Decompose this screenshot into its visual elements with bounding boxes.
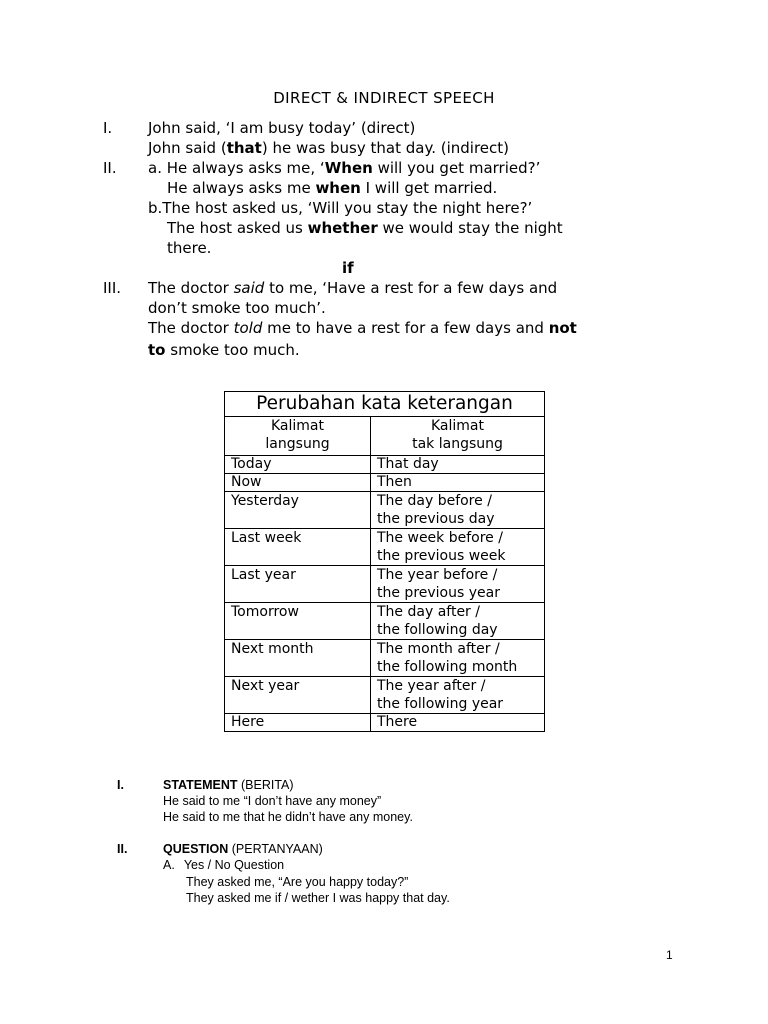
table-cell-direct: Yesterday xyxy=(225,492,371,529)
keyword-to: to xyxy=(148,341,166,359)
example-iii-indirect: The doctor told me to have a rest for a few days and not xyxy=(148,319,577,337)
table-row xyxy=(225,714,545,732)
table-header-direct: Kalimat langsung xyxy=(225,417,371,456)
table-header-indirect: Kalimat tak langsung xyxy=(371,417,545,456)
table-row xyxy=(225,456,545,474)
example-iib-indirect: The host asked us whether we would stay the night xyxy=(167,219,563,237)
table-row xyxy=(225,529,545,566)
table-cell-direct: Tomorrow xyxy=(225,603,371,640)
table-cell-direct: Here xyxy=(225,714,371,732)
table-cell-indirect: The day before / the previous day xyxy=(371,492,545,529)
section2-roman-ii: II. xyxy=(117,842,128,856)
example-iia-indirect: He always asks me when I will get married. xyxy=(167,179,498,197)
keyword-when-2: when xyxy=(315,179,361,197)
roman-numeral-ii: II. xyxy=(103,159,117,177)
example-iii-direct-cont: don’t smoke too much’. xyxy=(148,299,326,317)
table-title: Perubahan kata keterangan xyxy=(225,392,545,417)
roman-numeral-iii: III. xyxy=(103,279,122,297)
table-cell-direct: Next month xyxy=(225,640,371,677)
table-row xyxy=(225,474,545,492)
keyword-not: not xyxy=(548,319,577,337)
table-cell-indirect: Then xyxy=(371,474,545,492)
keyword-that: that xyxy=(226,139,262,157)
table-cell-direct: Last year xyxy=(225,566,371,603)
table-cell-direct: Next year xyxy=(225,677,371,714)
example-i-direct: John said, ‘I am busy today’ (direct) xyxy=(148,119,416,137)
table-row xyxy=(225,677,545,714)
table-cell-indirect: The month after / the following month xyxy=(371,640,545,677)
example-iii-direct: The doctor said to me, ‘Have a rest for a few days and xyxy=(148,279,558,297)
section2-roman-i: I. xyxy=(117,778,124,792)
table-row xyxy=(225,566,545,603)
table-cell-indirect: The year before / the previous year xyxy=(371,566,545,603)
table-row xyxy=(225,492,545,529)
roman-numeral-i: I. xyxy=(103,119,113,137)
table-cell-indirect: That day xyxy=(371,456,545,474)
keyword-if: if xyxy=(342,259,354,277)
page-title: DIRECT & INDIRECT SPEECH xyxy=(273,89,495,107)
table-row xyxy=(225,640,545,677)
table-cell-indirect: The year after / the following year xyxy=(371,677,545,714)
question-heading: QUESTION (PERTANYAAN) xyxy=(163,842,323,856)
table-cell-indirect: The week before / the previous week xyxy=(371,529,545,566)
example-iib-direct: b.The host asked us, ‘Will you stay the night here?’ xyxy=(148,199,533,217)
example-iii-indirect-cont: to smoke too much. xyxy=(148,341,300,359)
yes-no-direct: They asked me, “Are you happy today?” xyxy=(186,875,409,889)
yes-no-indirect: They asked me if / wether I was happy that day. xyxy=(186,891,450,905)
keyword-when: When xyxy=(324,159,373,177)
keyword-said: said xyxy=(233,279,265,297)
table-cell-direct: Last week xyxy=(225,529,371,566)
keyword-told: told xyxy=(233,319,263,337)
page-number: 1 xyxy=(666,948,673,962)
statement-heading: STATEMENT (BERITA) xyxy=(163,778,294,792)
statement-indirect: He said to me that he didn’t have any money. xyxy=(163,810,413,824)
statement-direct: He said to me “I don’t have any money” xyxy=(163,794,382,808)
example-iia-direct: a. He always asks me, ‘When will you get married?’ xyxy=(148,159,541,177)
table-cell-direct: Now xyxy=(225,474,371,492)
example-i-indirect: John said (that) he was busy that day. (indirect) xyxy=(148,139,509,157)
yes-no-heading: A. Yes / No Question xyxy=(163,858,285,872)
adverb-change-table xyxy=(224,391,545,732)
keyword-whether: whether xyxy=(307,219,378,237)
table-row xyxy=(225,603,545,640)
table-cell-indirect: The day after / the following day xyxy=(371,603,545,640)
table-cell-direct: Today xyxy=(225,456,371,474)
example-iib-indirect-cont: there. xyxy=(167,239,212,257)
table-cell-indirect: There xyxy=(371,714,545,732)
